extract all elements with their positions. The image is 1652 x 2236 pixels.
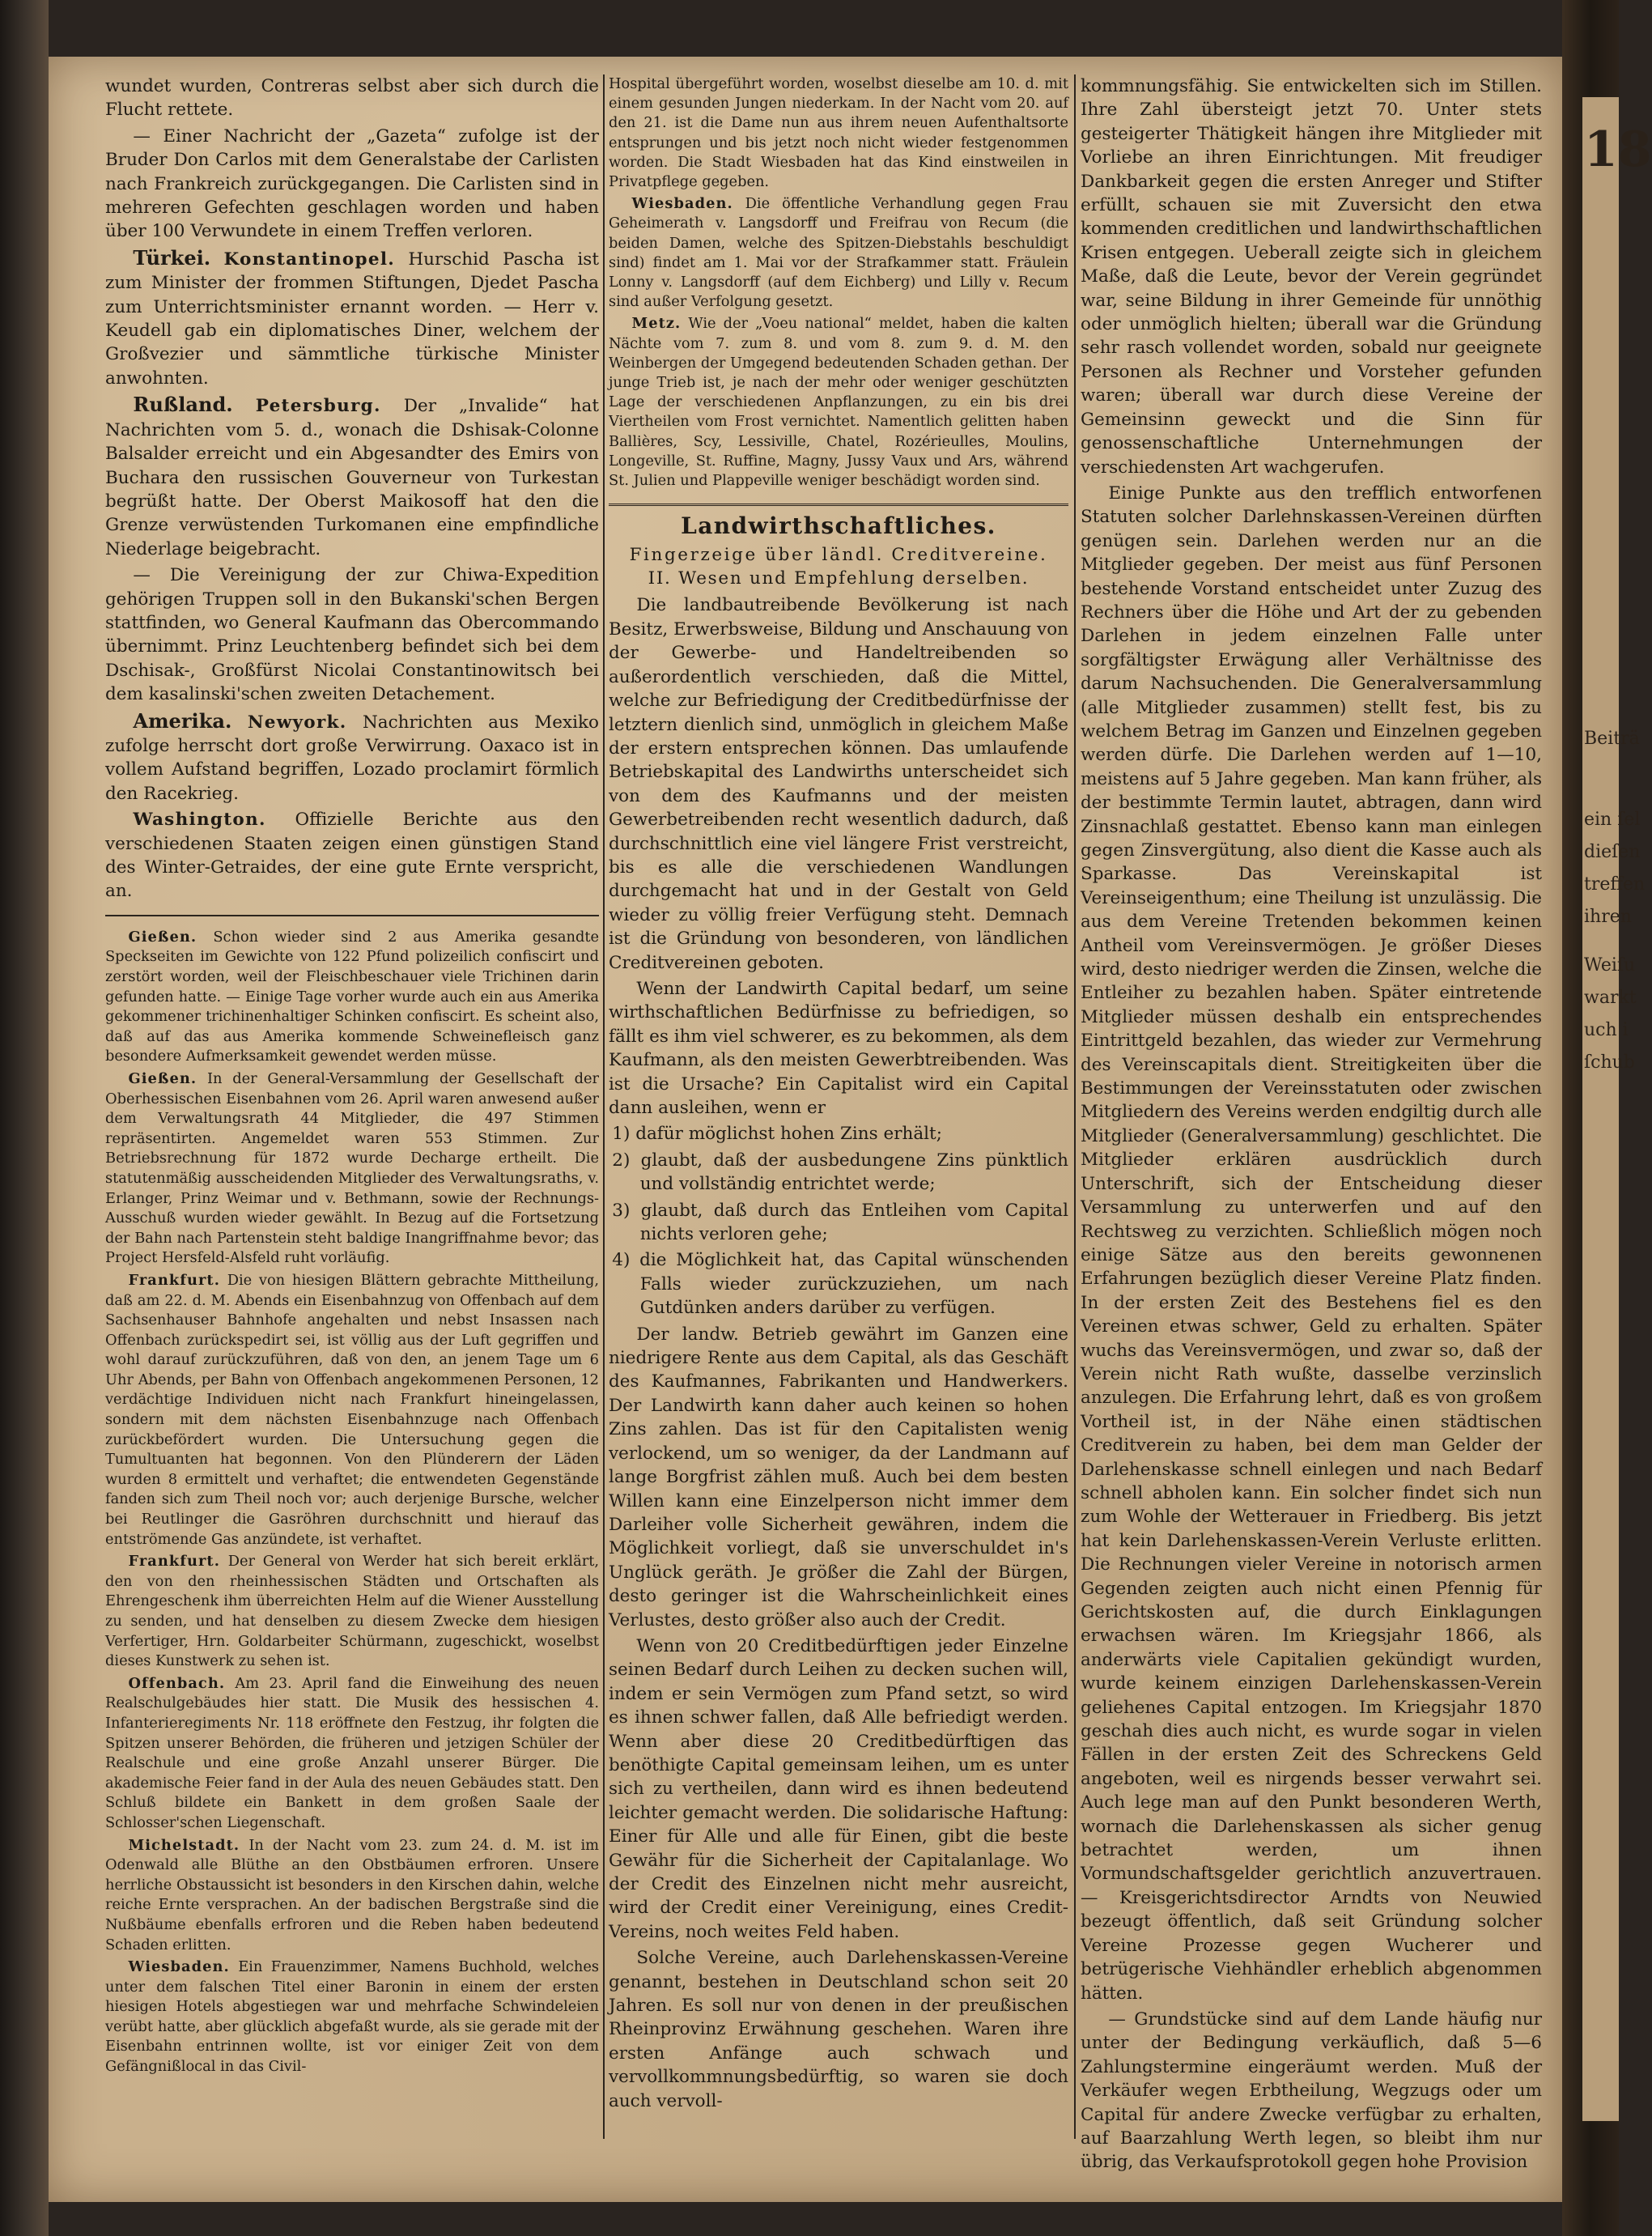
article-text: Wenn von 20 Creditbedürftigen jeder Einzelne seinen Bedarf durch Leihen zu decken suchen will, indem er sein Vermögen zum Pfand setzt, so wird es ihnen schwer fallen, daß Alle befriedigt werden. Wenn aber diese 20 Creditbedürftigen das benöthigte Capital gemeinsam leihen, um es unter sich zu vertheilen, dann wird es ihnen bedeutend leichter gemacht werden. Die solidarische Haftung: Einer für Alle und alle für Einen, gibt die beste Gewähr für die Sicherheit der Capitalanlage. Wo der Credit des Einzelnen nicht mehr ausreicht, wird der Credit einer Vereinigung, eines Credit-Vereins, noch weites Feld haben.: [609, 1635, 1068, 1942]
section-title: Landwirthschaftliches.: [681, 512, 996, 540]
article-title: Fingerzeige über ländl. Creditvereine.: [629, 544, 1048, 565]
article-text: — Die Vereinigung der zur Chiwa-Expedition gehörigen Truppen soll in den Bukanski'schen Bergen stattfinden, wo General Kaufmann das Obercommando übernimmt. Prinz Leuchtenberg befindet sich bei dem Dschisak-, Großfürst Nicolai Constantinowitsch bei dem kasalinski'schen zweiten Detachement.: [105, 565, 599, 705]
section-divider: [609, 504, 1068, 506]
article-text: Die landbautreibende Bevölkerung ist nach Besitz, Erwerbsweise, Bildung und Anschauung von der Gewerbe- und Handeltreibenden so außerordentlich verschieden, daß die Mittel, welche zur Befriedigung der Creditbedürfnisse der letztern dienlich sind, unmöglich in gleichem Maße der erstern entsprechen können. Das umlaufende Betriebskapital des Landwirths unterscheidet sich von dem des Kaufmanns und der meisten Gewerbetreibenden recht wesentlich dadurch, daß durchschnittlich eine viel längere Frist verstreicht, bis es alle die verschiedenen Wandlungen durchgemacht hat und in der Gestalt von Geld wieder zu völlig freier Verfügung steht. Demnach ist die Gründung von besonderen, von ländlichen Creditvereinen geboten.: [609, 595, 1068, 973]
adjacent-fragment: Beiträ: [1584, 729, 1640, 749]
article-text: Solche Vereine, auch Darlehenskassen-Vereine genannt, bestehen in Deutschland schon seit 20 Jahren. Es soll nur von denen in der preußischen Rheinprovinz Erwähnung geschehen. Waren ihre ersten Anfänge auch schwach und vervollkommnungsbedürftig, so waren sie doch auch vervoll-: [609, 1948, 1068, 2111]
article-text: — Grundstücke sind auf dem Lande häufig nur unter der Bedingung verkäuflich, daß 5—6 Zahlungstermine eingeräumt werden. Muß der Verkäufer wegen Erbtheilung, Wegzugs oder um Capital für andere Zwecke verfügbar zu erhalten, auf Baarzahlung Werth legen, so bleibt ihm nur übrig, das Verkaufsprotokoll gegen hohe Provision: [1081, 2009, 1542, 2173]
adjacent-fragment: treffen: [1584, 874, 1646, 895]
conditions-list: [609, 1122, 1068, 1320]
list-item: 2) glaubt, daß der ausbedungene Zins pünktlich und vollständig entrichtet werde;: [612, 1150, 1068, 1195]
article-russland: Rußland. Petersburg. Der „Invalide“ hat Nachrichten vom 5. d., wonach die Dshisak-Colonne Balsalder erreicht und ein Abgesandter des Emirs von Buchara den russischen Gouverneur von Turkestan begrüßt hatte. Der Oberst Maikosoff hat den die Grenze verwüstenden Turkomanen eine empfindliche Niederlage beigebracht.: [105, 393, 599, 559]
article-wiesbaden: Wiesbaden. Ein Frauenzimmer, Namens Buchhold, welches unter dem falschen Titel einer Baronin in einem der ersten hiesigen Hotels abgestiegen war und mehrfache Schwindeleien verübt hatte, aber glücklich abgefaßt wurde, als sie gerade mit der Eisenbahn entrinnen wollte, ist vor einiger Zeit von dem Gefängnißlocal in das Civil-: [105, 1958, 599, 2076]
list-item: 3) glaubt, daß durch das Entleihen vom Capital nichts verloren gehe;: [612, 1200, 1068, 1245]
adjacent-fragment: dieſen: [1584, 842, 1641, 862]
article-text: — Einer Nachricht der „Gazeta“ zufolge ist der Bruder Don Carlos mit dem Generalstabe der Carlisten nach Frankreich zurückgegangen. Die Carlisten sind in mehreren Gefechten geschlagen worden und haben über 100 Verwundete in einem Treffen verloren.: [105, 125, 599, 242]
article-text: wundet wurden, Contreras selbst aber sich durch die Flucht rettete.: [105, 76, 599, 121]
adjacent-fragment: ein ſel: [1584, 810, 1641, 830]
article-text: kommnungsfähig. Sie entwickelten sich im Stillen. Ihre Zahl übersteigt jetzt 70. Unter stets gesteigerter Thätigkeit hängen ihre Mitglieder mit Vorliebe an ihren Einrichtungen. Mit freudiger Dankbarkeit gegen die ersten Anreger und Stifter erfüllt, schauen sie mit Zuversicht den etwa kommenden creditlichen und landwirthschaftlichen Krisen entgegen. Ueberall zeigte sich in gleichem Maße, daß die Leute, bevor der Verein gegründet war, seine Bildung in ihrer Gemeinde für unnöthig oder unmöglich hielten; überall war die Gründung sehr rasch vollendet worden, sobald nur geeignete Personen als Rechner und Vorsteher gefunden waren; überall war durch diese Vereine der Gemeinsinn geweckt und die Sinn für genossenschaftliche Unternehmungen der verschiedensten Art wachgerufen.: [1081, 76, 1542, 478]
article-michelstadt: Michelstadt. In der Nacht vom 23. zum 24. d. M. ist im Odenwald alle Blüthe an den Obstbäumen erfroren. Unsere herrliche Obstaussicht ist besonders in den Kirschen dahin, welche reiche Ernte versprachen. An der badischen Bergstraße sind die Nußbäume ebenfalls erfroren und die Reben haben bedeutend Schaden erlitten.: [105, 1836, 599, 1953]
section-divider: [105, 915, 599, 916]
article-text: Wenn der Landwirth Capital bedarf, um seine wirthschaftlichen Bedürfnisse zu befriedigen, so fällt es ihm viel schwerer, es zu bekommen, als dem Kaufmann, als den meisten Gewerbtreibenden. Was ist die Ursache? Ein Capitalist wird ein Capital dann ausleihen, wenn er: [609, 978, 1068, 1119]
adjacent-fragment: ſchub: [1584, 1052, 1635, 1073]
adjacent-page-strip: [1582, 97, 1652, 2121]
article-tuerkei: Türkei. Konstantinopel. Hurschid Pascha ist zum Minister der frommen Stiftungen, Djedet Pascha zum Unterrichtsminister ernannt worden. — Herr v. Keudell gab ein diplomatisches Diner, welchem der Großvezier und sämmtliche türkische Minister anwohnten.: [105, 245, 599, 389]
adjacent-fragment: warkt: [1584, 988, 1637, 1008]
adjacent-fragment: Weiſu: [1584, 955, 1636, 976]
local-news: [105, 928, 599, 2077]
column-3: [1081, 74, 1542, 2177]
adjacent-fragment: uch i: [1584, 1020, 1629, 1040]
article-subtitle: II. Wesen und Empfehlung derselben.: [648, 568, 1030, 589]
article-text: Der landw. Betrieb gewährt im Ganzen eine niedrigere Rente aus dem Capital, als das Geschäft des Kaufmannes, Fabrikanten und Handwerkers. Der Landwirth kann daher auch keinen so hohen Zins zahlen. Das ist für den Capitalisten wenig verlockend, um so weniger, da der Landmann auf lange Borgfrist zählen muß. Auch bei dem besten Willen kann eine Einzelperson nicht immer dem Darleiher volle Sicherheit gewähren, indem die Möglichkeit vorliegt, daß sie unverschuldet in's Unglück geräth. Je größer die Zahl der Bürgen, desto geringer ist die Wahrscheinlichkeit eines Verlustes, desto größer also auch der Credit.: [609, 1324, 1068, 1630]
column-1: [105, 74, 599, 2080]
adjacent-fragment: ihren: [1584, 907, 1632, 927]
article-giessen: Gießen. Schon wieder sind 2 aus Amerika gesandte Speckseiten im Gewichte von 122 Pfund polizeilich confiscirt und zerstört worden, weil der Fleischbeschauer viele Trichinen darin gefunden hatte. — Einige Tage vorher wurde auch ein aus Amerika gekommener trichinenhaltiger Schinken confiscirt. Es scheint also, daß auf das aus Amerika kommende Schweinefleisch ganz besondere Aufmerksamkeit gewendet werden müsse.: [105, 928, 600, 1065]
list-item: 1) dafür möglichst hohen Zins erhält;: [612, 1124, 942, 1145]
article-amerika: Amerika. Newyork. Nachrichten aus Mexiko zufolge herrscht dort große Verwirrung. Oaxaco ist in vollem Aufstand begriffen, Lozado proclamirt förmlich den Racekrieg.: [105, 708, 599, 804]
adjacent-year-fragment: 18: [1584, 121, 1652, 178]
article-metz: Metz. Wie der „Voeu national“ meldet, haben die kalten Nächte vom 7. zum 8. und vom 8. zum 9. d. M. den Weinbergen der Umgegend bedeutenden Schaden gethan. Der junge Trieb ist, je nach der mehr oder weniger geschützten Lage der verschiedenen Anpflanzungen, zu ein bis drei Viertheilen vom Frost vernichtet. Namentlich gelitten haben Ballières, Scy, Lessiville, Chatel, Rozérieulles, Moulins, Longeville, St. Ruffine, Magny, Jussy Vaux und Ars, während St. Julien und Plappeville weniger beschädigt worden sind.: [609, 315, 1068, 490]
article-washington: Washington. Offizielle Berichte aus den verschiedenen Staaten zeigen einen günstigen Stand des Winter-Getraides, der eine gute Ernte verspricht, an.: [105, 810, 599, 902]
list-item: 4) die Möglichkeit hat, das Capital wünschenden Falls wieder zurückzuziehen, um nach Gutdünken anders darüber zu verfügen.: [612, 1250, 1068, 1319]
article-giessen: Gießen. In der General-Versammlung der Gesellschaft der Oberhessischen Eisenbahnen vom 26. April waren anwesend außer dem Verwaltungsrath 44 Mitglieder, die 497 Stimmen repräsentirten. Angemeldet waren 553 Stimmen. Zur Betriebsrechnung für 1872 wurde Decharge ertheilt. Die statutenmäßig ausscheidenden Mitglieder des Verwaltungsraths, v. Erlanger, Prinz Weimar und v. Bethmann, sowie der Rechnungs-Ausschuß wurden wieder gewählt. In Bezug auf die Fortsetzung der Bahn nach Partenstein steht baldige Inangriffnahme bevor; das Project Hersfeld-Alsfeld ruht vorläufig.: [105, 1069, 600, 1267]
column-rule: [603, 74, 605, 2139]
article-text: Hospital übergeführt worden, woselbst dieselbe am 10. d. mit einem gesunden Jungen niederkam. In der Nacht vom 20. auf den 21. ist die Dame nun aus ihrem neuen Aufenthaltsorte entsprungen und bis jetzt noch nicht wieder festgenommen worden. Die Stadt Wiesbaden hat das Kind einstweilen in Privatpflege gegeben.: [609, 75, 1068, 191]
book-binding-left: [0, 0, 49, 2236]
article-text: Einige Punkte aus den trefflich entworfenen Statuten solcher Darlehnskassen-Vereinen dürften genügen sein. Darlehen werden nur an die Mitglieder gegeben. Der meist aus fünf Personen bestehende Vorstand entscheidet unter Zuzug des Rechners über die Höhe und Art der zu gebenden Darlehen in jedem einzelnen Falle unter sorgfältigster Erwägung aller Verhältnisse des darum Nachsuchenden. Die Generalversammlung (alle Mitglieder zusammen) stellt fest, bis zu welchem Betrag im Ganzen und Einzelnen gegeben werden dürfe. Die Darlehen werden auf 1—10, meistens auf 5 Jahre gegeben. Man kann früher, als der bestimmte Termin lautet, abtragen, dann wird Zinsnachlaß gestattet. Ebenso kann man einlegen gegen Zinsvergütung, also dient die Kasse auch als Sparkasse. Das Vereinskapital ist Vereinseigenthum; eine Theilung ist unzulässig. Die aus dem Vereine Tretenden bekommen keinen Antheil vom Vereinsvermögen. Je größer Dieses wird, desto niedriger werden die Zinsen, welche die Entleiher zu bezahlen haben. Später eintretende Mitglieder müssen deshalb ein entsprechendes Eintrittgeld bezahlen, das wieder zur Vermehrung des Vereinscapitals dient. Streitigkeiten über die Bestimmungen der Vereinsstatuten oder zwischen Mitgliedern des Vereins werden endgiltig durch alle Mitglieder (Generalversammlung) geschlichtet. Die Mitglieder erklären ausdrücklich durch Unterschrift, sich der Entscheidung dieser Versammlung zu unterwerfen und auf den Rechtsweg zu verzichten. Schließlich mögen noch einige Sätze aus den bereits gewonnenen Erfahrungen bezüglich dieser Vereine Platz finden. In der ersten Zeit des Bestehens fiel es den Vereinen etwas schwer, Geld zu erhalten. Später wuchs das Vereinsvermögen, und zwar so, daß der Verein nicht Rath wußte, dasselbe verzinslich anzulegen. Die Erfahrung lehrt, daß es von großem Vortheil ist, in der Nähe einen städtischen Creditverein zu haben, bei dem man Gelder der Darlehenskasse schnell einlegen und nach Bedarf schnell abholen kann. Ein solcher findet sich nun zum Wohle der Wetterauer in Friedberg. Bis jetzt hat kein Darlehenskassen-Verein Verluste erlitten. Die Rechnungen vieler Vereine in notorisch armen Gegenden zeigten auch nicht einen Pfennig für Gerichtskosten auf, die durch Einklagungen erwachsen wären. Im Kriegsjahr 1866, als anderwärts viele Capitalien gekündigt wurden, wurde keinem einzigen Darlehenskassen-Verein geliehenes Capital entzogen. Im Kriegsjahr 1870 geschah dies auch nicht, es wurde sogar in vielen Fällen in der ersten Zeit des Schreckens Geld angeboten, weil es nirgends besser verwahrt sei. Auch lege man auf den Punkt besonderen Werth, wornach die Darlehenskassen als sicher genug betrachtet werden, um ihnen Vormundschaftsgelder gerichtlich anzuvertrauen. — Kreisgerichtsdirector Arndts von Neuwied bezeugt öffentlich, daß seit Gründung solcher Vereine Prozesse gegen Wucherer und betrügerische Viehhändler erheblich abgenommen hätten.: [1081, 482, 1542, 2004]
local-news-continued: [609, 74, 1068, 491]
article-wiesbaden: Wiesbaden. Die öffentliche Verhandlung gegen Frau Geheimerath v. Langsdorff und Freifrau von Recum (die beiden Damen, welche des Spitzen-Diebstahls beschuldigt sind) findet am 1. Mai vor der Strafkammer statt. Fräulein Lonny v. Langsdorff (auf dem Eichberg) und Lilly v. Recum sind außer Verfolgung gesetzt.: [609, 195, 1068, 311]
article-frankfurt: Frankfurt. Der General von Werder hat sich bereit erklärt, den von den rheinhessischen Städten und Ortschaften als Ehrengeschenk ihm überreichten Helm auf die Wiener Ausstellung zu senden, und hat denselben zu diesem Zwecke dem hiesigen Verfertiger, Hrn. Goldarbeiter Schürmann, zugeschickt, woselbst dieses Kunstwerk zu sehen ist.: [105, 1553, 599, 1670]
column-2: [609, 74, 1068, 2115]
article-offenbach: Offenbach. Am 23. April fand die Einweihung des neuen Realschulgebäudes hier statt. Die Musik des hessischen 4. Infanterieregiments Nr. 118 eröffnete den Festzug, ihr folgten die Spitzen unserer Behörden, die früheren und jetzigen Schüler der Realschule und eine große Anzahl unserer Bürger. Die akademische Feier fand in der Aula des neuen Gebäudes statt. Den Schluß bildete ein Bankett in dem großen Saale der Schlosser'schen Liegenschaft.: [105, 1674, 599, 1831]
column-rule: [1074, 74, 1076, 2139]
article-frankfurt: Frankfurt. Die von hiesigen Blättern gebrachte Mittheilung, daß am 22. d. M. Abends ein Eisenbahnzug von Offenbach auf dem Sachsenhauser Bahnhofe angehalten und nebst Insassen nach Offenbach zurückspedirt sei, ist völlig aus der Luft gegriffen und wohl darauf zurückzuführen, daß von den, an jenem Tage um 6 Uhr Abends, per Bahn von Offenbach angekommenen Personen, 12 verdächtige Individuen nicht nach Frankfurt hineingelassen, sondern mit dem nächsten Eisenbahnzuge nach Offenbach zurückbefördert wurden. Die Untersuchung gegen die Tumultuanten hat begonnen. Von den Plünderern der Läden wurden 8 ermittelt und verhaftet; die entwendeten Gegenstände fanden sich zum Theil noch vor; auch derjenige Bursche, welcher bei Reutlinger die Gasröhren durchschnitt und hierauf das entströmende Gas anzündete, ist verhaftet.: [105, 1271, 599, 1548]
